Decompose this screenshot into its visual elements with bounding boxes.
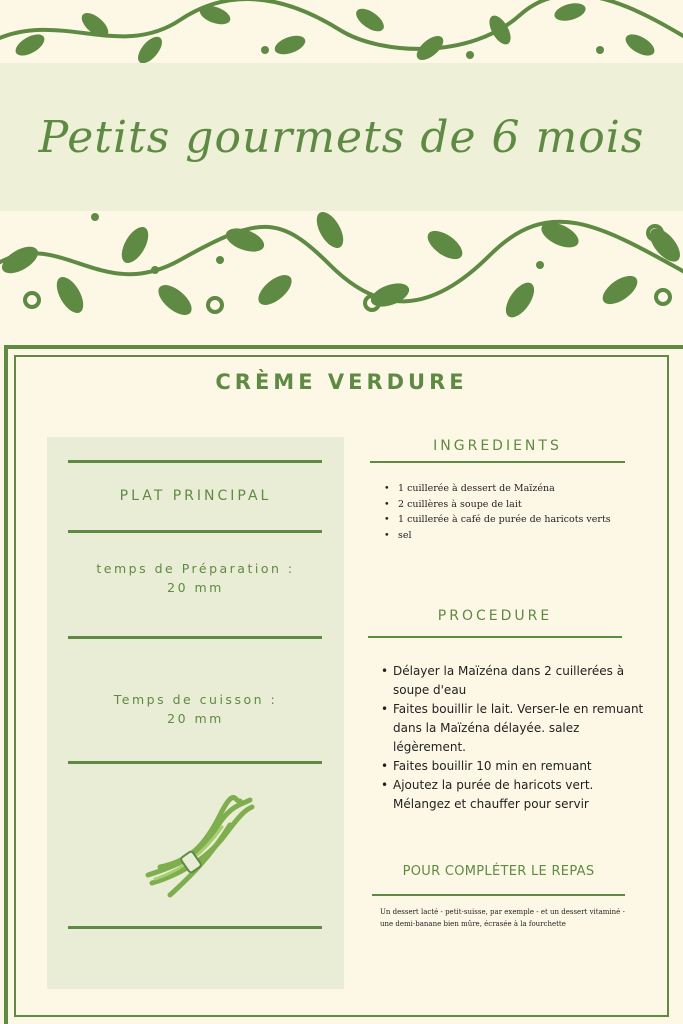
list-item: • Faites bouillir le lait. Verser-le en remuant dans la Maïzéna délayée. salez légèrement. <box>381 700 651 757</box>
prep-time-value: 20 mm <box>167 580 224 595</box>
procedure-heading: PROCEDURE <box>437 608 553 624</box>
list-item: • 2 cuillères à soupe de lait <box>384 497 664 513</box>
list-item: • Faites bouillir 10 min en remuant <box>381 757 651 776</box>
divider <box>68 460 322 463</box>
cook-time-label: Temps de cuisson : <box>113 692 278 707</box>
title-band <box>0 63 683 211</box>
divider <box>368 636 622 638</box>
list-item: • 1 cuillerée à café de purée de haricots verts <box>384 512 664 528</box>
recipe-title: CRÈME VERDURE <box>215 370 468 394</box>
vine-decoration-top <box>0 0 683 70</box>
divider <box>68 636 322 639</box>
complete-meal-heading: POUR COMPLÉTER LE REPAS <box>402 864 595 879</box>
divider <box>68 926 322 929</box>
prep-time <box>47 559 344 597</box>
ingredients-heading: INGREDIENTS <box>433 438 562 454</box>
divider <box>370 461 625 463</box>
list-item: • 1 cuillerée à dessert de Maïzéna <box>384 481 664 497</box>
prep-time-label: temps de Préparation : <box>96 561 295 576</box>
list-item: • sel <box>384 528 664 544</box>
procedure-list <box>381 662 651 814</box>
complete-meal-text: Un dessert lacté - petit-suisse, par exemple - et un dessert vitaminé - une demi-banane bien mûre, écrasée à la fourchette <box>380 908 625 928</box>
page-title: Petits gourmets de 6 mois <box>38 111 645 163</box>
vine-decoration-middle <box>0 205 683 330</box>
list-item: • Ajoutez la purée de haricots vert. Mélangez et chauffer pour servir <box>381 776 651 814</box>
divider <box>68 530 322 533</box>
green-beans-icon <box>140 795 260 905</box>
list-item: • Délayer la Maïzéna dans 2 cuillerées à soupe d'eau <box>381 662 651 700</box>
category-label: PLAT PRINCIPAL <box>119 488 272 504</box>
cook-time-value: 20 mm <box>167 711 224 726</box>
divider <box>68 761 322 764</box>
ingredients-list <box>384 481 664 543</box>
cook-time <box>47 690 344 728</box>
divider <box>372 894 625 896</box>
